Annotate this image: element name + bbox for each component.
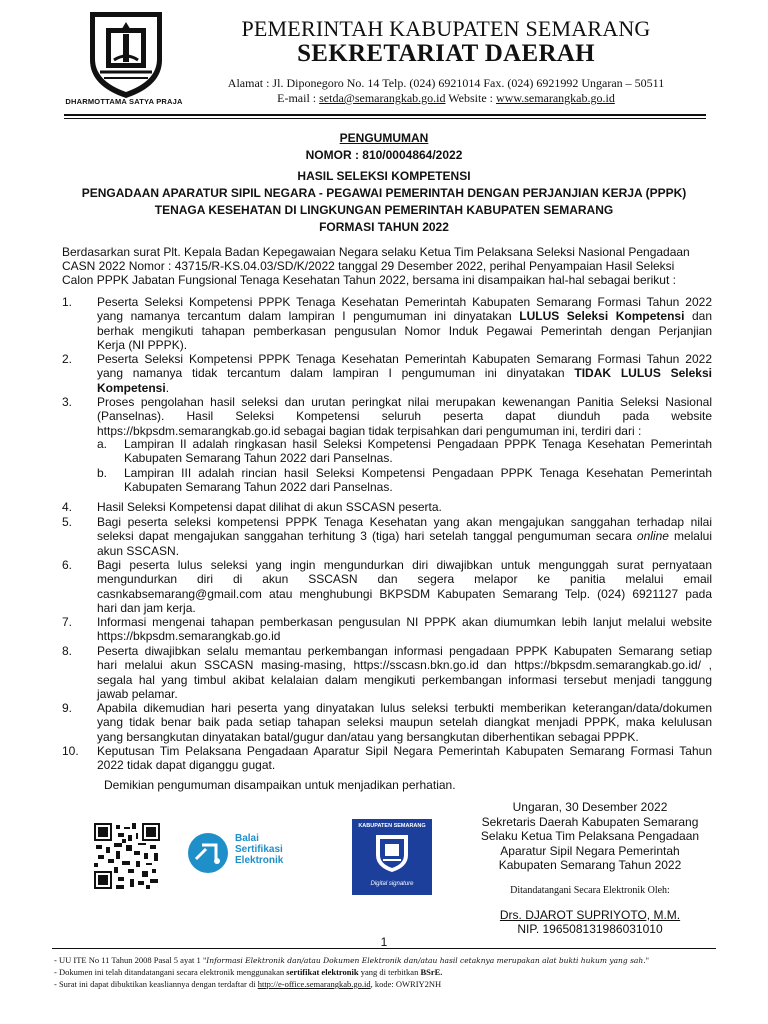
closing-sentence: Demikian pengumuman disampaikan untuk menjadikan perhatian. <box>104 778 456 792</box>
emblem-motto: DHARMOTTAMA SATYA PRAJA <box>65 97 183 106</box>
footer-note-3: - Surat ini dapat dibuktikan keasliannya dengan terdaftar di http://e-office.semarangkab.go.id, kode: OWRIY2NH <box>54 979 442 989</box>
bsre-emblem-icon <box>186 831 230 875</box>
item-number: 5. <box>62 515 73 529</box>
footer-note-1: - UU ITE No 11 Tahun 2008 Pasal 5 ayat 1 "Informasi Elektronik dan/atau Dokumen Elektronik dan/atau hasil cetaknya merupakan alat bukti hukum yang sah." <box>54 955 650 965</box>
intro-paragraph: Berdasarkan surat Plt. Kepala Badan Kepegawaian Negara selaku Ketua Tim Pelaksana Seleksi Nasional Pengadaan CASN 2022 Nomor : 43715/R-KS.04.03/SD/K/2022 tanggal 29 Desember 2022, perihal Penyampaian Hasil Seleksi Calon PPPK Jabatan Fungsional Tenaga Kesehatan Tahun 2022, bersama ini disampaikan hal-hal sebagai berikut : <box>62 245 690 287</box>
header-rule-thin <box>64 118 706 119</box>
qr-code-icon[interactable] <box>94 823 160 889</box>
item-7: Informasi mengenai tahapan pemberkasan pengusulan NI PPPK akan diumumkan lebih lanjut melalui website https://bkpsdm.semarangkab.go.id <box>97 615 712 644</box>
email-label: E-mail : <box>277 91 320 105</box>
item-4: Hasil Seleksi Kompetensi dapat dilihat di akun SSCASN peserta. <box>97 500 442 514</box>
announcement-number: NOMOR : 810/0004864/2022 <box>305 148 463 162</box>
item-3: Proses pengolahan hasil seleksi dan urutan peringkat nilai merupakan kewenangan Panitia Seleksi Nasional (Panselnas). Hasil Seleksi Kompetensi seluruh peserta dapat diunduh pada website https://bkpsdm.semarangkab.go.id sebagai bagian tidak terpisahkan dari pengumuman ini, terdiri dari : <box>97 395 712 438</box>
badge-title: KABUPATEN SEMARANG <box>358 823 426 829</box>
item-number: 10. <box>62 744 79 758</box>
footer-rule <box>52 948 716 949</box>
email-link[interactable]: setda@semarangkab.go.id <box>319 91 446 105</box>
contact-line <box>194 91 698 106</box>
item-9: Apabila dikemudian hari peserta yang dinyatakan lulus seleksi terbukti memberikan keterangan/data/dokumen yang tidak benar baik pada setiap tahapan seleksi maupun setelah diangkat menjadi PPPK, maka kelulusan yang bersangkutan dinyatakan batal/gugur dan/atau yang bersangkutan diberhentikan sebagai PPPK. <box>97 701 712 744</box>
badge-caption: Digital signature <box>370 881 414 887</box>
website-link[interactable]: www.semarangkab.go.id <box>495 91 615 105</box>
item-number: 1. <box>62 295 73 309</box>
digital-signature-badge <box>352 819 432 895</box>
item-number: 8. <box>62 644 73 658</box>
bsre-logo <box>186 829 306 877</box>
e-office-link[interactable]: http://e-office.semarangkab.go.id <box>257 979 371 989</box>
announcement-title: PENGUMUMAN <box>339 131 429 145</box>
item-number: 9. <box>62 701 73 715</box>
signed-electronically-note: Ditandatangani Secara Elektronik Oleh: <box>510 885 670 896</box>
item-8: Peserta diwajibkan selalu memantau perkembangan informasi pengadaan PPPK Kabupaten Semarang setiap hari melalui akun SSCASN masing-masing, https://sscasn.bkn.go.id dan https://bkpsdm.semarangkab.go.id/ , segala hal yang timbul akibat kelalaian dalam mengikuti perkembangan informasi tersebut menjadi tanggung jawab pelamar. <box>97 644 712 701</box>
subject-line-4: FORMASI TAHUN 2022 <box>319 220 449 234</box>
item-2: Peserta Seleksi Kompetensi PPPK Tenaga Kesehatan Pemerintah Kabupaten Semarang Formasi Tahun 2022 yang namanya tidak tercantum dalam lampiran I pengumuman ini dinyatakan TIDAK LULUS Seleksi Kompetensi. <box>97 352 712 395</box>
item-6: Bagi peserta lulus seleksi yang ingin mengundurkan diri diwajibkan untuk mengunggah surat pernyataan mengundurkan diri di akun SSCASN dan segera melapor ke panitia melalui email casnkabsemarang@gmail.com atau menghubungi BKPSDM Kabupaten Semarang Telp. (024) 6921127 pada hari dan jam kerja. <box>97 558 712 615</box>
item-10: Keputusan Tim Pelaksana Pengadaan Aparatur Sipil Negara Pemerintah Kabupaten Semarang Formasi Tahun 2022 tidak dapat diganggu gugat. <box>97 744 712 773</box>
bsre-name: Balai Sertifikasi Elektronik <box>235 833 284 866</box>
government-name: PEMERINTAH KABUPATEN SEMARANG <box>241 16 651 41</box>
item-1: Peserta Seleksi Kompetensi PPPK Tenaga Kesehatan Pemerintah Kabupaten Semarang Formasi Tahun 2022 yang namanya tercantum dalam lampiran I pengumuman ini dinyatakan LULUS Seleksi Kompetensi dan berhak mengikuti tahapan pemberkasan pengusulan Nomor Induk Pegawai Pemerintah dengan Perjanjian Kerja (NI PPPK). <box>97 295 713 352</box>
footer-note-2: - Dokumen ini telah ditandatangani secara elektronik menggunakan sertifikat elektronik yang di terbitkan BSrE. <box>54 967 443 977</box>
subject-line-1: HASIL SELEKSI KOMPETENSI <box>297 169 471 183</box>
subitem-letter: a. <box>97 437 108 451</box>
subject-line-3: TENAGA KESEHATAN DI LINGKUNGAN PEMERINTAH KABUPATEN SEMARANG <box>154 203 614 217</box>
item-number: 4. <box>62 500 73 514</box>
office-address: Alamat : Jl. Diponegoro No. 14 Telp. (024) 6921014 Fax. (024) 6921992 Ungaran – 50511 <box>227 76 665 90</box>
office-name: SEKRETARIAT DAERAH <box>297 40 595 67</box>
signatory-name: Drs. DJAROT SUPRIYOTO, M.M. <box>499 908 681 922</box>
kabupaten-semarang-emblem-icon <box>84 8 168 100</box>
subitem-b: Lampiran III adalah rincian hasil Seleksi Kompetensi Pengadaan PPPK Tenaga Kesehatan Pemerintah Kabupaten Semarang Tahun 2022 dari Panselnas. <box>124 466 712 495</box>
subject-line-2: PENGADAAN APARATUR SIPIL NEGARA - PEGAWAI PEMERINTAH DENGAN PERJANJIAN KERJA (PPPK) <box>81 186 687 200</box>
item-number: 2. <box>62 352 73 366</box>
shield-icon <box>374 833 410 873</box>
item-number: 3. <box>62 395 73 409</box>
signatory-nip: NIP. 196508131986031010 <box>517 922 663 936</box>
item-number: 7. <box>62 615 73 629</box>
subitem-a: Lampiran II adalah ringkasan hasil Seleksi Kompetensi Pengadaan PPPK Tenaga Kesehatan Pemerintah Kabupaten Semarang Tahun 2022 dari Panselnas. <box>124 437 712 466</box>
subitem-letter: b. <box>97 466 108 480</box>
website-label: Website : <box>445 91 496 105</box>
signature-block: Ungaran, 30 Desember 2022 Sekretaris Daerah Kabupaten Semarang Selaku Ketua Tim Pelaksana Pengadaan Aparatur Sipil Negara Pemerintah Kabupaten Semarang Tahun 2022 <box>480 800 700 872</box>
header-rule-thick <box>64 114 706 116</box>
page-number: 1 <box>380 935 388 949</box>
item-5: Bagi peserta seleksi kompetensi PPPK Tenaga Kesehatan yang akan mengajukan sanggahan terhadap nilai seleksi dapat mengajukan sanggahan terhitung 3 (tiga) hari setelah tanggal pengumuman secara online melalui akun SSCASN. <box>97 515 712 558</box>
item-number: 6. <box>62 558 73 572</box>
